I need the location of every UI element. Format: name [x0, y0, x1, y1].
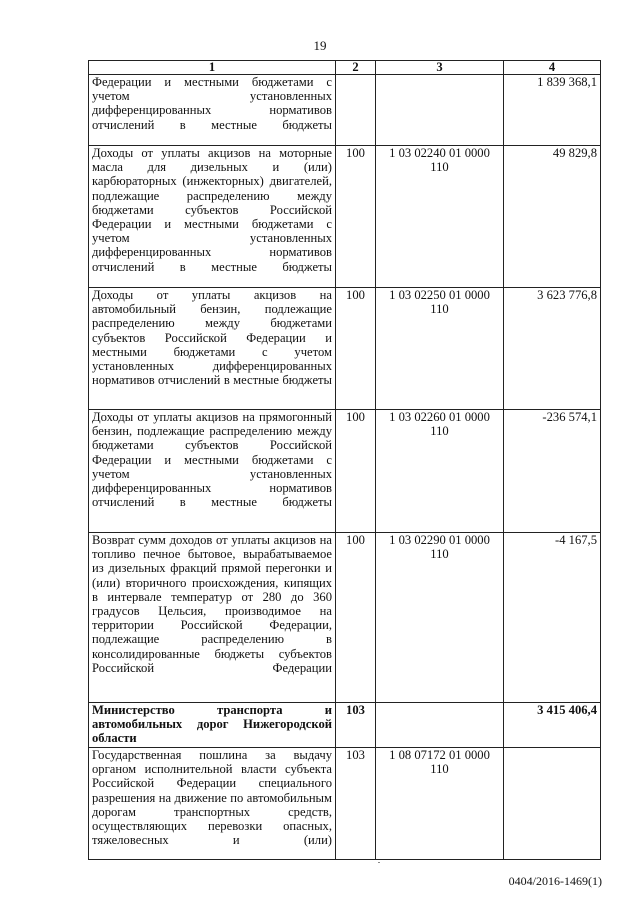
- kbk-line-2: 110: [430, 302, 449, 317]
- row-amount: 3 623 776,8: [504, 288, 601, 410]
- row-admin-code: 100: [336, 146, 376, 288]
- row-amount: 1 839 368,1: [504, 75, 601, 146]
- row-amount: -4 167,5: [504, 533, 601, 703]
- row-description: Государственная пошлина за выдачу органом исполнительной власти субъекта Российской Федерации специального разрешения на движение по автомобильным дорогам транспортных средств, осуществляющих перевозки опасных, тяжеловесных и (или): [89, 748, 336, 860]
- row-kbk-code: [376, 703, 504, 748]
- row-amount: -236 574,1: [504, 410, 601, 533]
- row-amount: 49 829,8: [504, 146, 601, 288]
- header-col-1: 1: [89, 61, 336, 75]
- kbk-line-2: 110: [430, 762, 449, 777]
- page-number: 19: [313, 38, 327, 53]
- kbk-line-1: 1 08 07172 01 0000: [389, 748, 490, 762]
- kbk-line-2: 110: [430, 547, 449, 562]
- row-kbk-code: [376, 748, 504, 860]
- row-kbk-code: [376, 410, 504, 533]
- row-kbk-code: [376, 75, 504, 146]
- row-description: Доходы от уплаты акцизов на моторные масла для дизельных и (или) карбюраторных (инжекторных) двигателей, подлежащие распределению между бюджетами субъектов Российской Федерации и местными бюджетами с учетом установленных дифференцированных нормативов отчислений в местные бюджеты: [89, 146, 336, 288]
- kbk-line-1: 1 03 02260 01 0000: [389, 410, 490, 424]
- row-admin-code: 103: [336, 748, 376, 860]
- scan-speck: [378, 862, 380, 863]
- row-description: Доходы от уплаты акцизов на автомобильный бензин, подлежащие распределению между бюджетами субъектов Российской Федерации и местными бюджетами с учетом установленных дифференцированных нормативов отчислений в местные бюджеты: [89, 288, 336, 410]
- row-kbk-code: [376, 533, 504, 703]
- document-id: 0404/2016-1469(1): [508, 874, 602, 888]
- kbk-line-1: 1 03 02250 01 0000: [389, 288, 490, 302]
- kbk-line-1: 1 03 02290 01 0000: [389, 533, 490, 547]
- table-header-row: [89, 61, 601, 75]
- header-col-3: 3: [376, 61, 504, 75]
- header-col-2: 2: [336, 61, 376, 75]
- kbk-line-1: 1 03 02240 01 0000: [389, 146, 490, 160]
- row-admin-code: 100: [336, 288, 376, 410]
- row-amount: [504, 748, 601, 860]
- table-row: [89, 410, 601, 533]
- table-row: [89, 146, 601, 288]
- row-admin-code: [336, 75, 376, 146]
- row-description: Возврат сумм доходов от уплаты акцизов на топливо печное бытовое, вырабатываемое из дизельных фракций прямой перегонки и (или) вторичного происхождения, кипящих в интервале температур от 280 до 360 градусов Цельсия, производимое на территории Российской Федерации, подлежащие распределению в консолидированные бюджеты субъектов Российской Федерации: [89, 533, 336, 703]
- table-row: [89, 533, 601, 703]
- table-row-ministry: [89, 703, 601, 748]
- kbk-line-2: 110: [430, 424, 449, 439]
- row-description: Доходы от уплаты акцизов на прямогонный бензин, подлежащие распределению между бюджетами субъектов Российской Федерации и местными бюджетами с учетом установленных дифференцированных нормативов отчислений в местные бюджеты: [89, 410, 336, 533]
- table-row: [89, 748, 601, 860]
- row-description: Федерации и местными бюджетами с учетом установленных дифференцированных нормативов отчислений в местные бюджеты: [89, 75, 336, 146]
- table-body: [89, 75, 601, 860]
- revenue-table: [88, 60, 601, 860]
- row-admin-code: 100: [336, 533, 376, 703]
- row-kbk-code: [376, 288, 504, 410]
- table-row: [89, 288, 601, 410]
- row-admin-code: 100: [336, 410, 376, 533]
- row-amount: 3 415 406,4: [504, 703, 601, 748]
- header-col-4: 4: [504, 61, 601, 75]
- kbk-line-2: 110: [430, 160, 449, 175]
- row-kbk-code: [376, 146, 504, 288]
- row-description: Министерство транспорта и автомобильных дорог Нижегородской области: [89, 703, 336, 748]
- table-row: [89, 75, 601, 146]
- row-admin-code: 103: [336, 703, 376, 748]
